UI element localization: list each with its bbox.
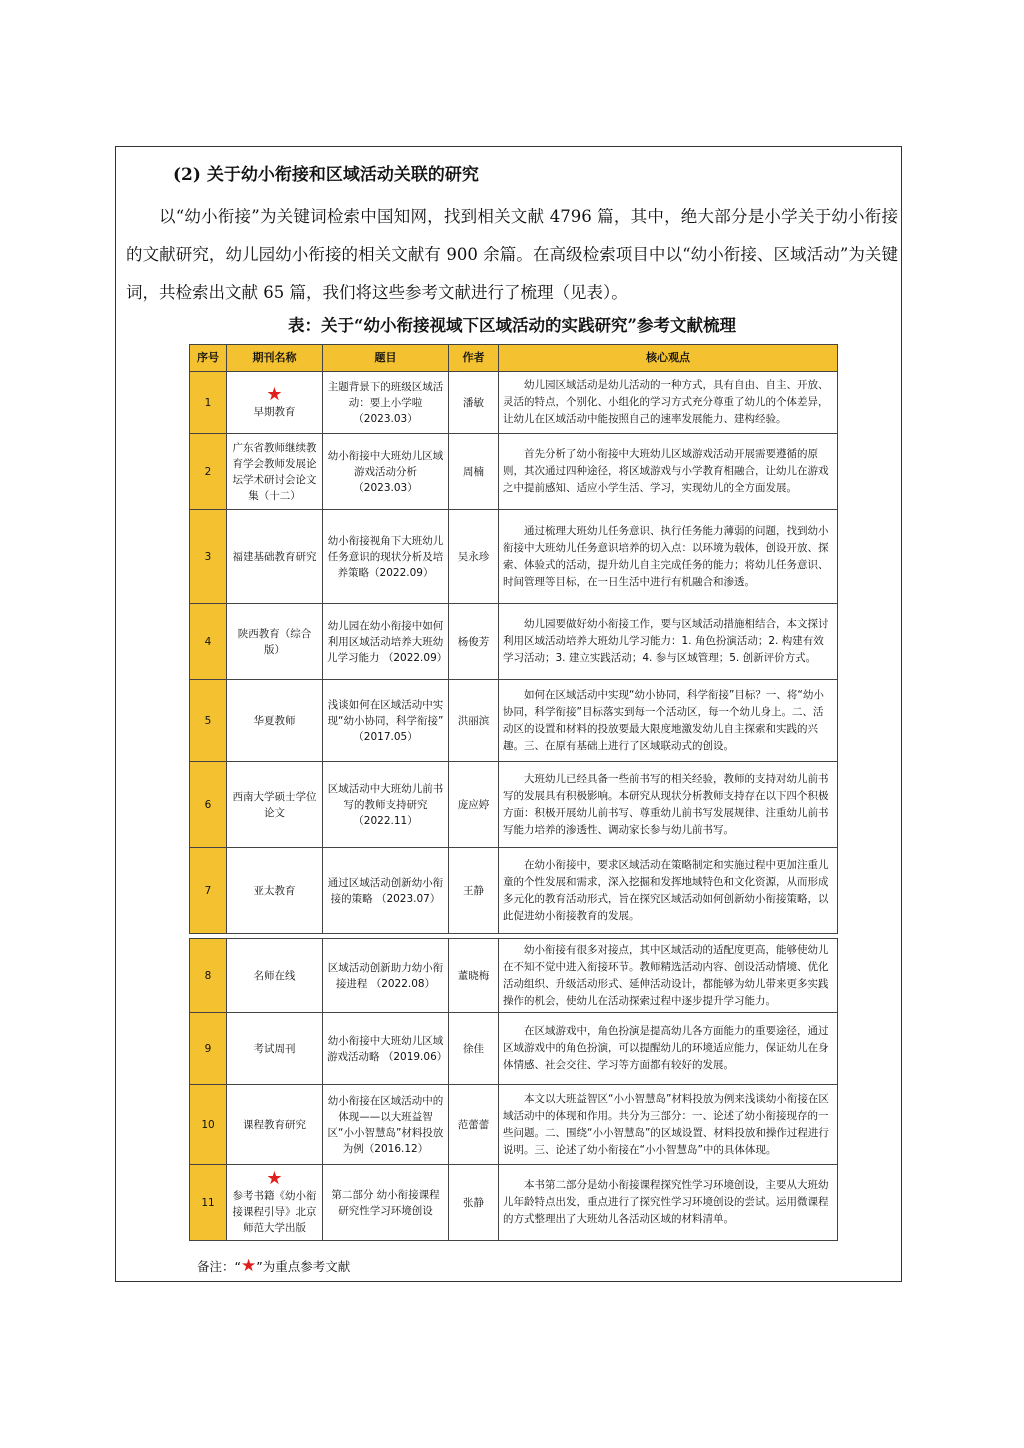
core-view-cell: 幼儿园要做好幼小衔接工作，要与区域活动措施相结合，本文探讨利用区域活动培养大班幼儿学习能力：1. 角色扮演活动；2. 构建有效学习活动；3. 建立实践活动；4. 参与区域管理；5. 创新评价方式。 bbox=[499, 604, 838, 680]
core-view-cell: 幼儿园区域活动是幼儿活动的一种方式，具有自由、自主、开放、灵活的特点，个别化、小组化的学习方式充分尊重了幼儿的个体差异，让幼儿在区域活动中能按照自己的速率发展能力、建构经验。 bbox=[499, 372, 838, 434]
reference-table-part2 bbox=[189, 938, 837, 1241]
journal-name: 考试周刊 bbox=[253, 1042, 296, 1055]
journal-name: 参考书籍《幼小衔接课程引导》北京师范大学出版 bbox=[232, 1189, 317, 1234]
title-cell: 幼小衔接视角下大班幼儿任务意识的现状分析及培养策略（2022.09） bbox=[323, 510, 449, 604]
table-row bbox=[190, 939, 838, 1013]
row-number: 10 bbox=[190, 1085, 227, 1165]
author-cell: 潘敏 bbox=[449, 372, 499, 434]
journal-name: 名师在线 bbox=[253, 969, 296, 982]
journal-cell bbox=[227, 1165, 323, 1241]
title-cell: 主题背景下的班级区域活动：要上小学啦 （2023.03） bbox=[323, 372, 449, 434]
title-cell: 第二部分 幼小衔接课程研究性学习环境创设 bbox=[323, 1165, 449, 1241]
title-cell: 幼小衔接中大班幼儿区域游戏活动略 （2019.06） bbox=[323, 1013, 449, 1085]
journal-cell bbox=[227, 1085, 323, 1165]
star-icon: ★ bbox=[266, 383, 283, 405]
star-icon: ★ bbox=[240, 1256, 257, 1276]
title-cell: 幼小衔接在区域活动中的体现——以大班益智区“小小智慧岛”材料投放为例（2016.12） bbox=[323, 1085, 449, 1165]
table-row bbox=[190, 510, 838, 604]
table-row bbox=[190, 1165, 838, 1241]
table-header-row bbox=[190, 345, 838, 372]
journal-cell bbox=[227, 372, 323, 434]
table-note bbox=[197, 1257, 350, 1275]
table-caption: 表：关于“幼小衔接视域下区域活动的实践研究”参考文献梳理 bbox=[288, 316, 736, 335]
row-number: 3 bbox=[190, 510, 227, 604]
row-number: 5 bbox=[190, 680, 227, 762]
journal-cell bbox=[227, 762, 323, 848]
header-title: 题目 bbox=[323, 345, 449, 372]
core-view-cell: 在区域游戏中，角色扮演是提高幼儿各方面能力的重要途径，通过区域游戏中的角色扮演，可以提醒幼儿的环境适应能力，保证幼儿在身体情感、社会交往、学习等方面都有较好的发展。 bbox=[499, 1013, 838, 1085]
journal-name: 早期教育 bbox=[253, 405, 296, 418]
row-number: 11 bbox=[190, 1165, 227, 1241]
journal-cell bbox=[227, 434, 323, 510]
title-cell: 幼儿园在幼小衔接中如何利用区域活动培养大班幼儿学习能力 （2022.09） bbox=[323, 604, 449, 680]
table-row bbox=[190, 848, 838, 934]
journal-cell bbox=[227, 848, 323, 934]
row-number: 6 bbox=[190, 762, 227, 848]
intro-paragraph: 以“幼小衔接”为关键词检索中国知网，找到相关文献 4796 篇，其中，绝大部分是小学关于幼小衔接的文献研究，幼儿园幼小衔接的相关文献有 900 余篇。在高级检索项目中以“幼小衔接、区域活动”为关键词，共检索出文献 65 篇，我们将这些参考文献进行了梳理（见表）。 bbox=[126, 207, 898, 302]
journal-cell bbox=[227, 1013, 323, 1085]
core-view-cell: 幼小衔接有很多对接点，其中区域活动的适配度更高，能够使幼儿在不知不觉中进入衔接环节。教师精选活动内容、创设活动情境、优化活动组织、升级活动形式、延伸活动设计，都能够为幼儿带来更多实践操作的机会，使幼儿在活动探索过程中逐步提升学习能力。 bbox=[499, 939, 838, 1013]
core-view-cell: 大班幼儿已经具备一些前书写的相关经验，教师的支持对幼儿前书写的发展具有积极影响。本研究从现状分析教师支持存在以下四个积极方面：积极开展幼儿前书写、尊重幼儿前书写发展规律、注重幼儿前书写能力培养的渗透性、调动家长参与幼儿前书写。 bbox=[499, 762, 838, 848]
table-row bbox=[190, 680, 838, 762]
header-view: 核心观点 bbox=[499, 345, 838, 372]
journal-name: 亚太教育 bbox=[253, 884, 296, 897]
journal-name: 课程教育研究 bbox=[243, 1118, 306, 1131]
author-cell: 张静 bbox=[449, 1165, 499, 1241]
core-view-cell: 首先分析了幼小衔接中大班幼儿区域游戏活动开展需要遵循的原则，其次通过四种途径，将区域游戏与小学教育相融合，让幼儿在游戏之中提前感知、适应小学生活、学习，实现幼儿的全方面发展。 bbox=[499, 434, 838, 510]
author-cell: 洪丽滨 bbox=[449, 680, 499, 762]
table-row bbox=[190, 1085, 838, 1165]
core-view-cell: 通过梳理大班幼儿任务意识、执行任务能力薄弱的问题，找到幼小衔接中大班幼儿任务意识培养的切入点：以环境为载体，创设开放、探索、体验式的活动，提升幼儿自主完成任务的能力；将幼儿任务意识、时间管理等目标，在一日生活中进行有机融合和渗透。 bbox=[499, 510, 838, 604]
journal-name: 陕西教育（综合版） bbox=[237, 627, 312, 656]
star-icon: ★ bbox=[266, 1167, 283, 1189]
journal-cell bbox=[227, 680, 323, 762]
header-author: 作者 bbox=[449, 345, 499, 372]
title-cell: 通过区域活动创新幼小衔接的策略 （2023.07） bbox=[323, 848, 449, 934]
author-cell: 王静 bbox=[449, 848, 499, 934]
table-row bbox=[190, 762, 838, 848]
note-suffix: ”为重点参考文献 bbox=[256, 1259, 351, 1274]
author-cell: 吴永珍 bbox=[449, 510, 499, 604]
journal-cell bbox=[227, 939, 323, 1013]
row-number: 9 bbox=[190, 1013, 227, 1085]
journal-cell bbox=[227, 510, 323, 604]
title-cell: 区域活动中大班幼儿前书写的教师支持研究 （2022.11） bbox=[323, 762, 449, 848]
author-cell: 董晓梅 bbox=[449, 939, 499, 1013]
core-view-cell: 在幼小衔接中，要求区域活动在策略制定和实施过程中更加注重儿童的个性发展和需求，深入挖掘和发挥地域特色和文化资源，从而形成多元化的教育活动形式，旨在探究区域活动如何创新幼小衔接策略，以此促进幼小衔接教育的发展。 bbox=[499, 848, 838, 934]
core-view-cell: 本文以大班益智区“小小智慧岛”材料投放为例来浅谈幼小衔接在区域活动中的体现和作用。共分为三部分：一、论述了幼小衔接现存的一些问题。二、围绕“小小智慧岛”的区域设置、材料投放和操作过程进行说明。三、论述了幼小衔接在“小小智慧岛”中的具体体现。 bbox=[499, 1085, 838, 1165]
table-row bbox=[190, 434, 838, 510]
title-cell: 浅谈如何在区域活动中实现“幼小协同，科学衔接” （2017.05） bbox=[323, 680, 449, 762]
author-cell: 杨俊芳 bbox=[449, 604, 499, 680]
title-cell: 区域活动创新助力幼小衔接进程 （2022.08） bbox=[323, 939, 449, 1013]
header-no: 序号 bbox=[190, 345, 227, 372]
journal-name: 广东省教师继续教育学会教师发展论坛学术研讨会论文集（十二） bbox=[232, 441, 317, 502]
row-number: 4 bbox=[190, 604, 227, 680]
author-cell: 范蕾蕾 bbox=[449, 1085, 499, 1165]
row-number: 8 bbox=[190, 939, 227, 1013]
journal-cell bbox=[227, 604, 323, 680]
header-journal: 期刊名称 bbox=[227, 345, 323, 372]
author-cell: 徐佳 bbox=[449, 1013, 499, 1085]
author-cell: 庞应婷 bbox=[449, 762, 499, 848]
table-row bbox=[190, 372, 838, 434]
section-heading: (2) 关于幼小衔接和区域活动关联的研究 bbox=[173, 165, 479, 185]
note-prefix: 备注：“ bbox=[197, 1259, 241, 1274]
row-number: 1 bbox=[190, 372, 227, 434]
reference-table-part1 bbox=[189, 344, 837, 934]
core-view-cell: 如何在区域活动中实现“幼小协同，科学衔接”目标？一、将“幼小协同，科学衔接”目标落实到每一个活动区，每一个幼儿身上。二、活动区的设置和材料的投放要最大限度地激发幼儿自主探索和实践的兴趣。三、在原有基础上进行了区域联动式的创设。 bbox=[499, 680, 838, 762]
row-number: 2 bbox=[190, 434, 227, 510]
journal-name: 华夏教师 bbox=[253, 714, 296, 727]
table-row bbox=[190, 1013, 838, 1085]
title-cell: 幼小衔接中大班幼儿区域游戏活动分析 （2023.03） bbox=[323, 434, 449, 510]
journal-name: 福建基础教育研究 bbox=[232, 550, 317, 563]
core-view-cell: 本书第二部分是幼小衔接课程探究性学习环境创设，主要从大班幼儿年龄特点出发，重点进行了探究性学习环境创设的尝试。运用微课程的方式整理出了大班幼儿各活动区域的材料清单。 bbox=[499, 1165, 838, 1241]
table-row bbox=[190, 604, 838, 680]
author-cell: 周楠 bbox=[449, 434, 499, 510]
row-number: 7 bbox=[190, 848, 227, 934]
journal-name: 西南大学硕士学位论文 bbox=[232, 790, 317, 819]
